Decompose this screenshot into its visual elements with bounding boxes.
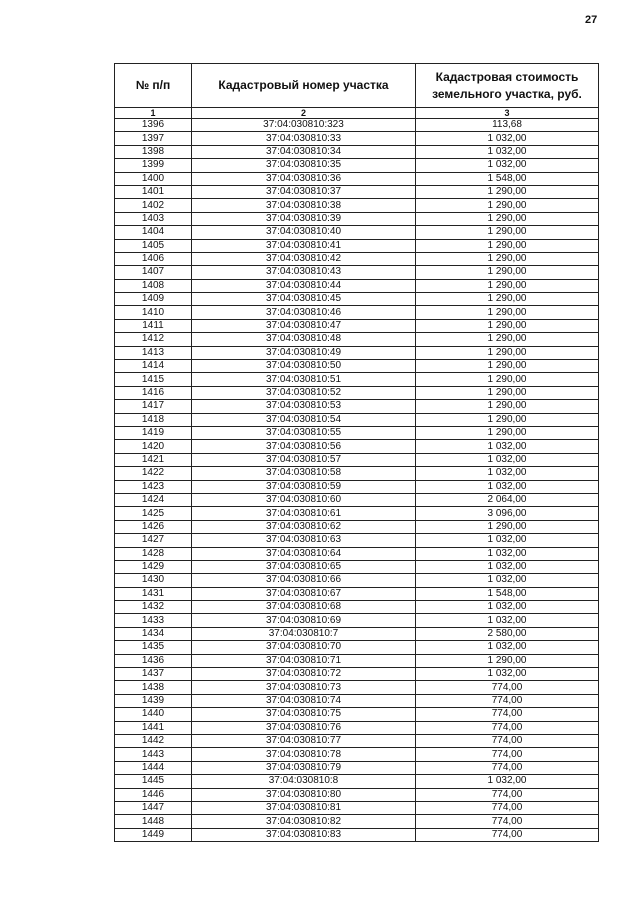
table-row <box>115 185 599 198</box>
cadastral-value-cell: 774,00 <box>416 708 599 721</box>
cadastral-number-cell: 37:04:030810:83 <box>192 828 416 841</box>
table-row <box>115 493 599 506</box>
row-number-cell: 1407 <box>115 266 192 279</box>
row-number-cell: 1434 <box>115 627 192 640</box>
table-row <box>115 467 599 480</box>
cadastral-number-cell: 37:04:030810:53 <box>192 400 416 413</box>
table-row <box>115 614 599 627</box>
table-row <box>115 480 599 493</box>
cadastral-value-cell: 774,00 <box>416 815 599 828</box>
row-number-cell: 1412 <box>115 333 192 346</box>
cadastral-number-cell: 37:04:030810:38 <box>192 199 416 212</box>
row-number-cell: 1401 <box>115 185 192 198</box>
table-row <box>115 694 599 707</box>
row-number-cell: 1398 <box>115 145 192 158</box>
row-number-cell: 1439 <box>115 694 192 707</box>
table-row <box>115 306 599 319</box>
table-row <box>115 279 599 292</box>
cadastral-value-cell: 1 290,00 <box>416 654 599 667</box>
cadastral-number-cell: 37:04:030810:62 <box>192 520 416 533</box>
table-row <box>115 453 599 466</box>
cadastral-value-cell: 1 032,00 <box>416 534 599 547</box>
cadastral-value-cell: 113,68 <box>416 119 599 132</box>
cadastral-value-cell: 774,00 <box>416 761 599 774</box>
cadastral-value-cell: 1 032,00 <box>416 560 599 573</box>
cadastral-value-cell: 3 096,00 <box>416 507 599 520</box>
row-number-cell: 1420 <box>115 440 192 453</box>
cadastral-value-cell: 1 032,00 <box>416 145 599 158</box>
cadastral-number-cell: 37:04:030810:34 <box>192 145 416 158</box>
table-row <box>115 668 599 681</box>
row-number-cell: 1442 <box>115 734 192 747</box>
cadastral-number-cell: 37:04:030810:49 <box>192 346 416 359</box>
cadastral-value-cell: 1 032,00 <box>416 440 599 453</box>
cadastral-value-cell: 774,00 <box>416 694 599 707</box>
table-row <box>115 560 599 573</box>
row-number-cell: 1421 <box>115 453 192 466</box>
cadastral-number-cell: 37:04:030810:50 <box>192 360 416 373</box>
row-number-cell: 1417 <box>115 400 192 413</box>
table-row <box>115 346 599 359</box>
row-number-cell: 1419 <box>115 426 192 439</box>
cadastral-value-cell: 1 032,00 <box>416 614 599 627</box>
table-row <box>115 252 599 265</box>
table-row <box>115 775 599 788</box>
cadastral-value-cell: 2 580,00 <box>416 627 599 640</box>
cadastral-number-cell: 37:04:030810:76 <box>192 721 416 734</box>
cadastral-number-cell: 37:04:030810:55 <box>192 426 416 439</box>
table-row <box>115 828 599 841</box>
cadastral-number-cell: 37:04:030810:81 <box>192 801 416 814</box>
table-row <box>115 400 599 413</box>
row-number-cell: 1411 <box>115 319 192 332</box>
table-row <box>115 748 599 761</box>
table-header-row <box>115 64 599 108</box>
cadastral-value-cell: 1 290,00 <box>416 226 599 239</box>
row-number-cell: 1448 <box>115 815 192 828</box>
row-number-cell: 1441 <box>115 721 192 734</box>
cadastral-value-cell: 1 032,00 <box>416 601 599 614</box>
cadastral-value-cell: 1 290,00 <box>416 413 599 426</box>
row-number-cell: 1415 <box>115 373 192 386</box>
row-number-cell: 1431 <box>115 587 192 600</box>
cadastral-number-cell: 37:04:030810:73 <box>192 681 416 694</box>
row-number-cell: 1402 <box>115 199 192 212</box>
row-number-cell: 1397 <box>115 132 192 145</box>
row-number-cell: 1408 <box>115 279 192 292</box>
row-number-cell: 1414 <box>115 360 192 373</box>
cadastral-value-cell: 1 032,00 <box>416 668 599 681</box>
table-row <box>115 641 599 654</box>
row-number-cell: 1437 <box>115 668 192 681</box>
row-number-cell: 1425 <box>115 507 192 520</box>
table-row <box>115 654 599 667</box>
row-number-cell: 1438 <box>115 681 192 694</box>
cadastral-number-cell: 37:04:030810:63 <box>192 534 416 547</box>
table-row <box>115 734 599 747</box>
cadastral-value-cell: 1 290,00 <box>416 266 599 279</box>
page-number: 27 <box>585 14 598 26</box>
table-row <box>115 788 599 801</box>
cadastral-number-cell: 37:04:030810:35 <box>192 159 416 172</box>
cadastral-number-cell: 37:04:030810:78 <box>192 748 416 761</box>
row-number-cell: 1449 <box>115 828 192 841</box>
cadastral-value-cell: 774,00 <box>416 734 599 747</box>
cadastral-number-cell: 37:04:030810:67 <box>192 587 416 600</box>
table-row <box>115 440 599 453</box>
cadastral-value-cell: 1 290,00 <box>416 520 599 533</box>
cadastral-value-cell: 1 290,00 <box>416 185 599 198</box>
row-number-cell: 1444 <box>115 761 192 774</box>
table-row <box>115 373 599 386</box>
table-row <box>115 587 599 600</box>
cadastral-number-cell: 37:04:030810:52 <box>192 386 416 399</box>
row-number-cell: 1436 <box>115 654 192 667</box>
row-number-cell: 1440 <box>115 708 192 721</box>
row-number-cell: 1430 <box>115 574 192 587</box>
row-number-cell: 1422 <box>115 467 192 480</box>
table-row <box>115 601 599 614</box>
table-row <box>115 159 599 172</box>
cadastral-value-cell: 1 032,00 <box>416 453 599 466</box>
row-number-cell: 1445 <box>115 775 192 788</box>
cadastral-number-cell: 37:04:030810:58 <box>192 467 416 480</box>
cadastral-number-cell: 37:04:030810:42 <box>192 252 416 265</box>
cadastral-number-cell: 37:04:030810:82 <box>192 815 416 828</box>
cadastral-value-cell: 2 064,00 <box>416 493 599 506</box>
cadastral-number-cell: 37:04:030810:40 <box>192 226 416 239</box>
cadastral-number-cell: 37:04:030810:37 <box>192 185 416 198</box>
cadastral-number-cell: 37:04:030810:68 <box>192 601 416 614</box>
table-row <box>115 266 599 279</box>
cadastral-number-cell: 37:04:030810:65 <box>192 560 416 573</box>
cadastral-value-cell: 1 032,00 <box>416 775 599 788</box>
header-cadastral-value: Кадастровая стоимость земельного участка, руб. <box>416 64 599 108</box>
cadastral-value-cell: 774,00 <box>416 828 599 841</box>
cadastral-value-cell: 1 548,00 <box>416 587 599 600</box>
cadastral-value-cell: 1 290,00 <box>416 346 599 359</box>
cadastral-value-cell: 1 032,00 <box>416 480 599 493</box>
row-number-cell: 1409 <box>115 293 192 306</box>
cadastral-number-cell: 37:04:030810:79 <box>192 761 416 774</box>
cadastral-value-cell: 1 032,00 <box>416 574 599 587</box>
table-row <box>115 119 599 132</box>
cadastral-number-cell: 37:04:030810:61 <box>192 507 416 520</box>
cadastral-value-cell: 1 290,00 <box>416 239 599 252</box>
row-number-cell: 1428 <box>115 547 192 560</box>
cadastral-value-cell: 774,00 <box>416 748 599 761</box>
cadastral-value-cell: 1 290,00 <box>416 400 599 413</box>
table-row <box>115 145 599 158</box>
row-number-cell: 1424 <box>115 493 192 506</box>
row-number-cell: 1416 <box>115 386 192 399</box>
cadastral-number-cell: 37:04:030810:51 <box>192 373 416 386</box>
row-number-cell: 1406 <box>115 252 192 265</box>
table-body <box>115 119 599 842</box>
table-row <box>115 426 599 439</box>
table-row <box>115 413 599 426</box>
cadastral-number-cell: 37:04:030810:56 <box>192 440 416 453</box>
cadastral-number-cell: 37:04:030810:36 <box>192 172 416 185</box>
row-number-cell: 1446 <box>115 788 192 801</box>
table-row <box>115 386 599 399</box>
table-row <box>115 132 599 145</box>
cadastral-number-cell: 37:04:030810:44 <box>192 279 416 292</box>
table-row <box>115 721 599 734</box>
cadastral-value-cell: 774,00 <box>416 681 599 694</box>
row-number-cell: 1410 <box>115 306 192 319</box>
table-row <box>115 507 599 520</box>
cadastral-number-cell: 37:04:030810:33 <box>192 132 416 145</box>
cadastral-value-cell: 774,00 <box>416 721 599 734</box>
cadastral-number-cell: 37:04:030810:45 <box>192 293 416 306</box>
cadastral-value-cell: 1 548,00 <box>416 172 599 185</box>
row-number-cell: 1433 <box>115 614 192 627</box>
table-row <box>115 199 599 212</box>
cadastral-value-cell: 1 032,00 <box>416 467 599 480</box>
row-number-cell: 1403 <box>115 212 192 225</box>
table-row <box>115 708 599 721</box>
cadastral-value-cell: 1 290,00 <box>416 279 599 292</box>
header-cadastral-number: Кадастровый номер участка <box>192 64 416 108</box>
table-row <box>115 319 599 332</box>
cadastral-number-cell: 37:04:030810:64 <box>192 547 416 560</box>
row-number-cell: 1429 <box>115 560 192 573</box>
table-row <box>115 172 599 185</box>
cadastral-number-cell: 37:04:030810:46 <box>192 306 416 319</box>
cadastral-value-cell: 1 290,00 <box>416 306 599 319</box>
row-number-cell: 1447 <box>115 801 192 814</box>
row-number-cell: 1443 <box>115 748 192 761</box>
cadastral-number-cell: 37:04:030810:43 <box>192 266 416 279</box>
table-row <box>115 212 599 225</box>
table-row <box>115 333 599 346</box>
cadastral-number-cell: 37:04:030810:74 <box>192 694 416 707</box>
row-number-cell: 1418 <box>115 413 192 426</box>
cadastral-number-cell: 37:04:030810:59 <box>192 480 416 493</box>
cadastral-number-cell: 37:04:030810:80 <box>192 788 416 801</box>
column-number: 2 <box>192 108 416 119</box>
cadastral-value-cell: 774,00 <box>416 788 599 801</box>
cadastral-value-cell: 1 290,00 <box>416 333 599 346</box>
table-row <box>115 534 599 547</box>
cadastral-table <box>114 63 599 842</box>
cadastral-value-cell: 1 290,00 <box>416 212 599 225</box>
table-row <box>115 815 599 828</box>
cadastral-value-cell: 1 290,00 <box>416 293 599 306</box>
cadastral-number-cell: 37:04:030810:323 <box>192 119 416 132</box>
table-row <box>115 801 599 814</box>
table-row <box>115 547 599 560</box>
row-number-cell: 1423 <box>115 480 192 493</box>
table-row <box>115 574 599 587</box>
row-number-cell: 1404 <box>115 226 192 239</box>
cadastral-value-cell: 1 290,00 <box>416 199 599 212</box>
cadastral-number-cell: 37:04:030810:47 <box>192 319 416 332</box>
cadastral-value-cell: 1 032,00 <box>416 641 599 654</box>
cadastral-number-cell: 37:04:030810:8 <box>192 775 416 788</box>
cadastral-value-cell: 1 290,00 <box>416 360 599 373</box>
cadastral-number-cell: 37:04:030810:57 <box>192 453 416 466</box>
cadastral-number-cell: 37:04:030810:70 <box>192 641 416 654</box>
table-row <box>115 293 599 306</box>
table-row <box>115 627 599 640</box>
row-number-cell: 1399 <box>115 159 192 172</box>
header-number: № п/п <box>115 64 192 108</box>
row-number-cell: 1400 <box>115 172 192 185</box>
cadastral-number-cell: 37:04:030810:71 <box>192 654 416 667</box>
cadastral-number-cell: 37:04:030810:48 <box>192 333 416 346</box>
cadastral-value-cell: 1 290,00 <box>416 426 599 439</box>
cadastral-value-cell: 1 290,00 <box>416 386 599 399</box>
row-number-cell: 1413 <box>115 346 192 359</box>
cadastral-value-cell: 774,00 <box>416 801 599 814</box>
cadastral-number-cell: 37:04:030810:41 <box>192 239 416 252</box>
column-number: 3 <box>416 108 599 119</box>
column-number-row <box>115 108 599 119</box>
row-number-cell: 1427 <box>115 534 192 547</box>
cadastral-number-cell: 37:04:030810:69 <box>192 614 416 627</box>
cadastral-number-cell: 37:04:030810:54 <box>192 413 416 426</box>
row-number-cell: 1426 <box>115 520 192 533</box>
table-row <box>115 761 599 774</box>
table-row <box>115 226 599 239</box>
column-number: 1 <box>115 108 192 119</box>
cadastral-value-cell: 1 290,00 <box>416 319 599 332</box>
cadastral-value-cell: 1 032,00 <box>416 547 599 560</box>
table-row <box>115 681 599 694</box>
cadastral-number-cell: 37:04:030810:77 <box>192 734 416 747</box>
cadastral-number-cell: 37:04:030810:60 <box>192 493 416 506</box>
cadastral-value-cell: 1 032,00 <box>416 159 599 172</box>
cadastral-number-cell: 37:04:030810:39 <box>192 212 416 225</box>
cadastral-number-cell: 37:04:030810:72 <box>192 668 416 681</box>
cadastral-value-cell: 1 032,00 <box>416 132 599 145</box>
row-number-cell: 1435 <box>115 641 192 654</box>
row-number-cell: 1432 <box>115 601 192 614</box>
cadastral-value-cell: 1 290,00 <box>416 252 599 265</box>
cadastral-number-cell: 37:04:030810:7 <box>192 627 416 640</box>
table-row <box>115 360 599 373</box>
cadastral-number-cell: 37:04:030810:66 <box>192 574 416 587</box>
cadastral-value-cell: 1 290,00 <box>416 373 599 386</box>
cadastral-number-cell: 37:04:030810:75 <box>192 708 416 721</box>
table-row <box>115 239 599 252</box>
table-row <box>115 520 599 533</box>
row-number-cell: 1396 <box>115 119 192 132</box>
row-number-cell: 1405 <box>115 239 192 252</box>
